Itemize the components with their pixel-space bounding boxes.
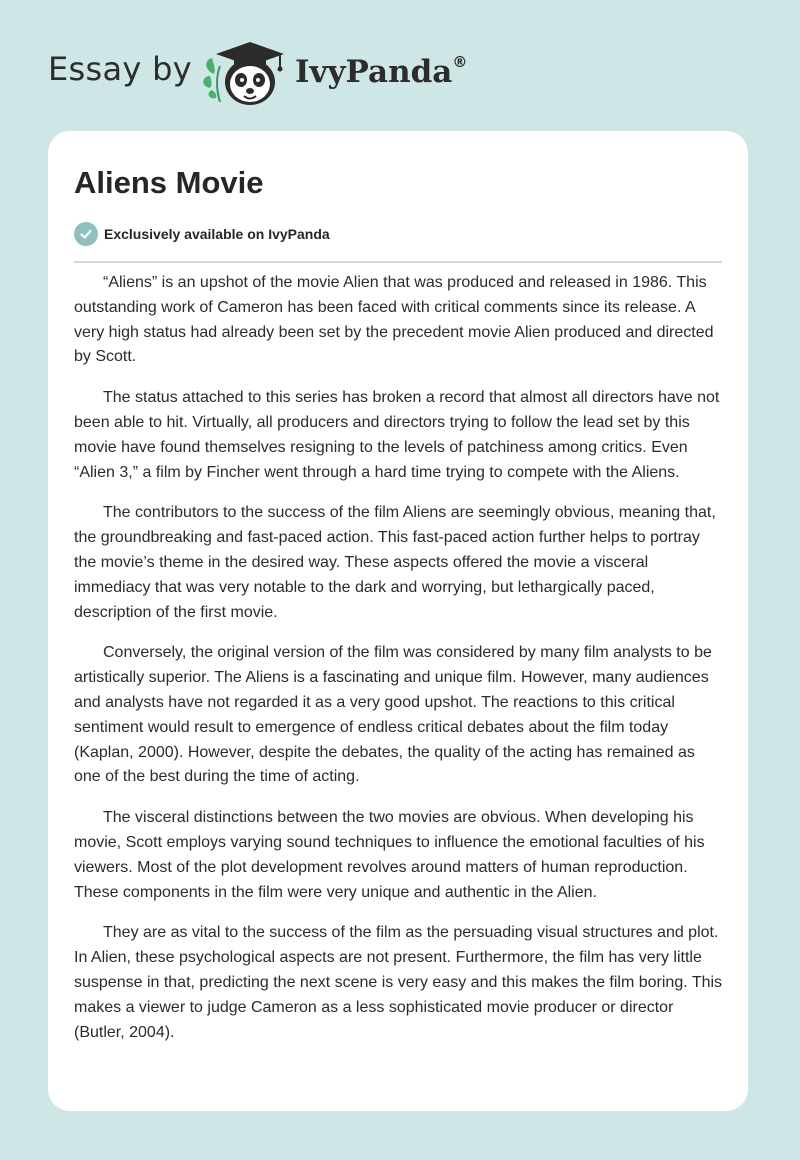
registered-mark: ® [452,52,468,71]
site-header [0,0,800,130]
brand-text: IvyPanda [295,54,453,90]
ivypanda-logo-icon[interactable] [200,36,292,110]
paragraph: They are as vital to the success of the film as the persuading visual structures and plot. In Alien, these psychological aspects are not present. Furthermore, the film has very little suspense in that, predicting the next scene is very easy and this makes the film boring. This makes a viewer to judge Cameron as a less sophisticated movie producer or director (Butler, 2004). [74,924,723,1041]
exclusive-badge [74,222,330,246]
paragraph: The visceral distinctions between the two movies are obvious. When developing his movie, Scott employs varying sound techniques to influence the emotional faculties of his viewers. Most of the plot development revolves around matters of human reproduction. These components in the film were very unique and authentic in the Alien. [74,809,705,901]
exclusive-badge-label: Exclusively available on IvyPanda [104,226,330,242]
paragraph: The status attached to this series has broken a record that almost all directors have not been able to hit. Virtually, all producers and directors trying to follow the lead set by this movie have found themselves resigning to the levels of patchiness among critics. Even “Alien 3,” a film by Fincher went through a hard time trying to compete with the Aliens. [74,389,720,481]
paragraph: The contributors to the success of the film Aliens are seemingly obvious, meaning that, the groundbreaking and fast-paced action. This fast-paced action further helps to portray the movie’s theme in the desired way. These aspects offered the movie a visceral immediacy that was very notable to the dark and worrying, but lethargically paced, description of the first movie. [74,504,716,621]
brand-name[interactable] [295,54,467,90]
essay-by-label: Essay by [48,50,192,88]
essay-body [74,271,724,1061]
paragraph: “Aliens” is an upshot of the movie Alien that was produced and released in 1986. This outstanding work of Cameron has been faced with critical comments since its release. A very high status had already been set by the precedent movie Alien produced and directed by Scott. [74,274,714,366]
divider [74,261,722,263]
paragraph: Conversely, the original version of the film was considered by many film analysts to be artistically superior. The Aliens is a fascinating and unique film. However, many audiences and analysts have not regarded it as a very good upshot. The reactions to this critical sentiment would result to emergence of endless critical debates about the film today (Kaplan, 2000). However, despite the debates, the quality of the acting has remained as one of the best during the time of acting. [74,644,712,786]
check-icon [74,222,98,246]
page-title: Aliens Movie [74,165,264,200]
essay-card [48,131,748,1111]
